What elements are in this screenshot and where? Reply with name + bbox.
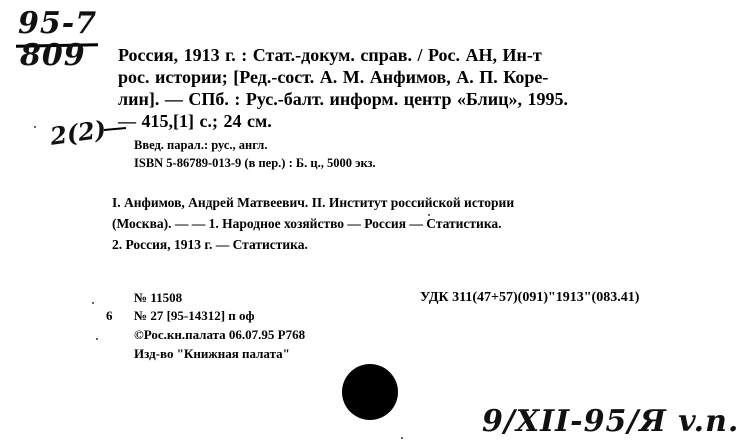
subject-line-3: 2. Россия, 1913 г. — Статистика. bbox=[112, 237, 308, 252]
shelf-mark-top: 95-7 bbox=[18, 6, 98, 41]
entry-line-2: рос. истории; [Ред.-сост. А. М. Анфимов, А. П. Коре- bbox=[118, 67, 549, 87]
subject-line-1: I. Анфимов, Андрей Матвеевич. II. Институт российской истории bbox=[112, 195, 515, 210]
shelf-mark-bottom: 809 bbox=[20, 38, 86, 73]
copyright-line: ©Рос.кн.палата 06.07.95 Р768 bbox=[134, 327, 306, 342]
handwritten-date-initials: 9/XII-95/Я v.n. bbox=[482, 404, 740, 439]
publisher-line: Изд-во "Книжная палата" bbox=[134, 346, 290, 361]
subject-line-2: (Москва). — — 1. Народное хозяйство — Россия — Статистика. bbox=[112, 216, 502, 231]
entry-line-1: Россия, 1913 г. : Стат.-докум. справ. / Рос. АН, Ин-т bbox=[118, 45, 542, 65]
scan-speck bbox=[401, 437, 403, 439]
entry-line-4: — 415,[1] с.; 24 см. bbox=[118, 111, 272, 131]
subject-headings bbox=[112, 192, 706, 255]
isbn-note: ISBN 5-86789-013-9 (в пер.) : Б. ц., 5000 экз. bbox=[134, 156, 376, 170]
udk-classification: УДК 311(47+57)(091)"1913"(083.41) bbox=[420, 290, 640, 305]
margin-handwritten-note: 2(2) bbox=[48, 114, 108, 151]
scan-speck bbox=[34, 126, 36, 128]
entry-line-3: лин]. — СПб. : Рус.-балт. информ. центр «Блиц», 1995. bbox=[118, 89, 569, 109]
card-punch-hole bbox=[342, 364, 398, 420]
scan-speck bbox=[96, 338, 98, 340]
notes-block bbox=[134, 136, 376, 172]
scan-speck bbox=[92, 302, 94, 304]
scan-speck bbox=[428, 214, 430, 216]
record-prefix: 6 bbox=[106, 308, 113, 323]
record-number: № 11508 bbox=[134, 290, 183, 305]
record-number-2: № 27 [95-14312] п оф bbox=[134, 308, 255, 323]
bibliographic-entry bbox=[118, 44, 718, 132]
language-note: Введ. парал.: рус., англ. bbox=[134, 138, 268, 152]
